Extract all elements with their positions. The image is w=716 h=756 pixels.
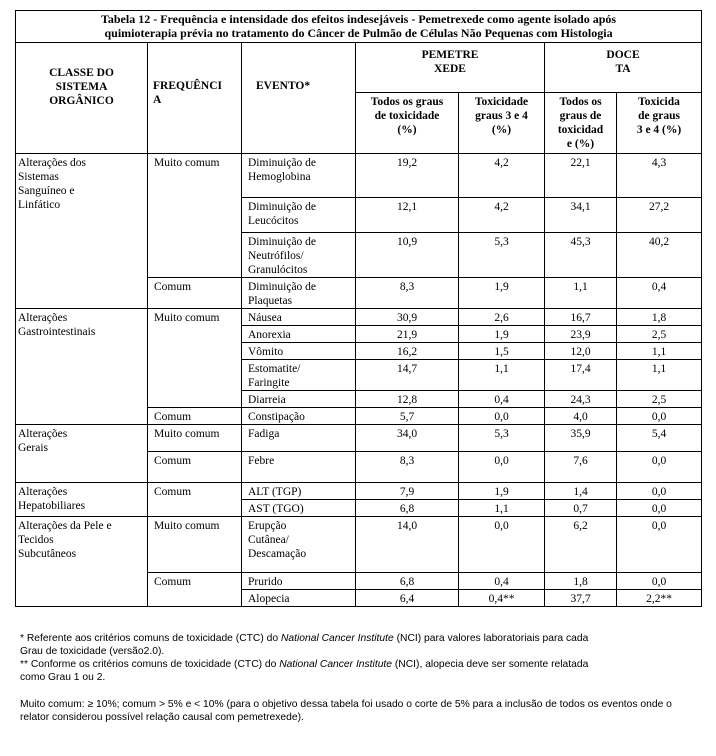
header-pem-all-grades bbox=[356, 93, 459, 154]
table-row bbox=[16, 517, 702, 573]
cell-evento-line: Granulócitos bbox=[248, 264, 308, 276]
cell-evento-line: Fadiga bbox=[248, 428, 280, 440]
cell-classe bbox=[16, 154, 148, 309]
cell-doc-g34: 1,8 bbox=[617, 309, 702, 326]
cell-evento-line: Faringite bbox=[248, 377, 290, 389]
cell-doc-g34: 4,3 bbox=[617, 154, 702, 198]
header-frequencia-line: FREQUÊNCI bbox=[153, 80, 223, 92]
header-doc-all-grades bbox=[545, 93, 617, 154]
header-sub-line: e (%) bbox=[566, 138, 595, 150]
cell-classe bbox=[16, 483, 148, 517]
table-caption bbox=[16, 11, 702, 43]
cell-pem-g34: 1,1 bbox=[459, 500, 545, 517]
cell-doc-g34: 0,0 bbox=[617, 500, 702, 517]
cell-evento-line: Erupção bbox=[248, 520, 287, 532]
cell-pem-all: 6,8 bbox=[356, 573, 459, 590]
header-pemetrexede bbox=[356, 43, 545, 93]
cell-evento bbox=[242, 517, 356, 573]
cell-evento-line: Náusea bbox=[248, 312, 282, 324]
cell-evento-line: Descamação bbox=[248, 548, 307, 560]
header-frequencia-line: A bbox=[153, 94, 162, 106]
table-row bbox=[16, 309, 702, 326]
cell-doc-g34: 5,4 bbox=[617, 425, 702, 452]
cell-doc-all: 35,9 bbox=[545, 425, 617, 452]
cell-doc-g34: 1,1 bbox=[617, 360, 702, 391]
cell-pem-g34: 1,1 bbox=[459, 360, 545, 391]
cell-frequencia: Muito comum bbox=[148, 309, 242, 408]
adverse-effects-table bbox=[15, 10, 702, 607]
cell-doc-g34: 2,5 bbox=[617, 391, 702, 408]
header-sub-line: Toxicida bbox=[638, 96, 680, 108]
cell-pem-all: 19,2 bbox=[356, 154, 459, 198]
cell-doc-all: 45,3 bbox=[545, 233, 617, 278]
header-sub-line: de toxicidade bbox=[374, 110, 440, 122]
header-row-1 bbox=[16, 43, 702, 93]
cell-evento bbox=[242, 590, 356, 607]
cell-classe-line: Alterações bbox=[18, 312, 68, 324]
footnote-frequency-definition: Muito comum: ≥ 10%; comum > 5% e < 10% (para o objetivo dessa tabela foi usado o corte de 5% para a inclusão de todos os eventos onde o relator considerou possível relação causal com pemetrexede). bbox=[20, 699, 672, 723]
cell-classe-line: Alterações dos bbox=[18, 157, 87, 169]
cell-doc-all: 34,1 bbox=[545, 198, 617, 233]
cell-evento bbox=[242, 483, 356, 500]
cell-doc-g34: 0,4 bbox=[617, 278, 702, 309]
cell-doc-all: 37,7 bbox=[545, 590, 617, 607]
cell-evento-line: Hemoglobina bbox=[248, 171, 311, 183]
cell-evento-line: Plaquetas bbox=[248, 295, 293, 307]
header-classe-line: SISTEMA bbox=[55, 81, 108, 93]
cell-pem-all: 21,9 bbox=[356, 326, 459, 343]
header-sub-line: Todos os graus bbox=[370, 96, 444, 108]
cell-classe-line: Hepatobiliares bbox=[18, 500, 86, 512]
cell-evento-line: Diminuição de bbox=[248, 201, 317, 213]
footnote-text: Grau de toxicidade (versão2.0). bbox=[20, 646, 165, 657]
cell-pem-all: 16,2 bbox=[356, 343, 459, 360]
cell-pem-g34: 4,2 bbox=[459, 154, 545, 198]
cell-doc-g34: 2,5 bbox=[617, 326, 702, 343]
header-sub-line: (%) bbox=[397, 124, 417, 136]
cell-classe-line: Sanguíneo e bbox=[18, 185, 75, 197]
cell-doc-g34: 0,0 bbox=[617, 452, 702, 483]
header-frequencia bbox=[148, 43, 242, 154]
cell-doc-all: 24,3 bbox=[545, 391, 617, 408]
header-drug-line: DOCE bbox=[606, 49, 640, 61]
cell-evento-line: Neutrófilos/ bbox=[248, 250, 304, 262]
cell-classe-line: Gastrointestinais bbox=[18, 326, 96, 338]
cell-doc-all: 23,9 bbox=[545, 326, 617, 343]
footnote-text: como Grau 1 ou 2. bbox=[20, 672, 106, 683]
cell-evento-line: Prurido bbox=[248, 576, 283, 588]
cell-evento-line: Cutânea/ bbox=[248, 534, 289, 546]
footnote-text: ** Conforme os critérios comuns de toxicidade (CTC) do bbox=[20, 659, 280, 670]
cell-frequencia: Comum bbox=[148, 573, 242, 607]
cell-pem-g34: 0,0 bbox=[459, 408, 545, 425]
header-docetaxel bbox=[545, 43, 702, 93]
cell-evento-line: ALT (TGP) bbox=[248, 486, 302, 498]
cell-evento bbox=[242, 309, 356, 326]
cell-classe-line: Tecidos bbox=[18, 534, 54, 546]
cell-pem-all: 14,7 bbox=[356, 360, 459, 391]
header-pem-grade-3-4 bbox=[459, 93, 545, 154]
cell-evento bbox=[242, 343, 356, 360]
header-classe-line: CLASSE DO bbox=[49, 67, 114, 79]
cell-pem-g34: 1,9 bbox=[459, 278, 545, 309]
cell-doc-g34: 27,2 bbox=[617, 198, 702, 233]
cell-pem-all: 34,0 bbox=[356, 425, 459, 452]
cell-pem-g34: 0,4 bbox=[459, 573, 545, 590]
header-classe-line: ORGÂNICO bbox=[49, 95, 114, 107]
cell-doc-all: 4,0 bbox=[545, 408, 617, 425]
cell-doc-g34: 0,0 bbox=[617, 483, 702, 500]
cell-evento-line: Leucócitos bbox=[248, 215, 299, 227]
cell-pem-g34: 0,4** bbox=[459, 590, 545, 607]
cell-evento-line: Estomatite/ bbox=[248, 363, 301, 375]
cell-doc-g34: 2,2** bbox=[617, 590, 702, 607]
cell-evento-line: Anorexia bbox=[248, 329, 291, 341]
cell-classe-line: Subcutâneos bbox=[18, 548, 77, 560]
header-classe bbox=[16, 43, 148, 154]
cell-doc-g34: 0,0 bbox=[617, 408, 702, 425]
cell-frequencia: Comum bbox=[148, 452, 242, 483]
cell-classe bbox=[16, 517, 148, 607]
cell-pem-all: 14,0 bbox=[356, 517, 459, 573]
table-row bbox=[16, 425, 702, 452]
header-drug-line: PEMETRE bbox=[421, 49, 479, 61]
footnote-italic: National Cancer Institute bbox=[280, 633, 394, 644]
cell-frequencia: Muito comum bbox=[148, 154, 242, 278]
cell-evento bbox=[242, 154, 356, 198]
cell-evento bbox=[242, 278, 356, 309]
cell-evento bbox=[242, 198, 356, 233]
cell-frequencia: Muito comum bbox=[148, 425, 242, 452]
cell-pem-all: 7,9 bbox=[356, 483, 459, 500]
cell-frequencia: Comum bbox=[148, 408, 242, 425]
cell-doc-all: 22,1 bbox=[545, 154, 617, 198]
cell-frequencia: Comum bbox=[148, 483, 242, 517]
footnote-1 bbox=[20, 632, 700, 684]
cell-pem-g34: 1,9 bbox=[459, 326, 545, 343]
cell-pem-g34: 0,4 bbox=[459, 391, 545, 408]
cell-pem-all: 10,9 bbox=[356, 233, 459, 278]
cell-evento bbox=[242, 408, 356, 425]
cell-doc-all: 12,0 bbox=[545, 343, 617, 360]
cell-evento-line: Alopecia bbox=[248, 593, 290, 605]
caption-line-2: quimioterapia prévia no tratamento do Câncer de Pulmão de Células Não Pequenas com Histologia bbox=[104, 26, 613, 40]
cell-classe-line: Gerais bbox=[18, 442, 49, 454]
cell-classe-line: Alterações bbox=[18, 486, 68, 498]
cell-doc-all: 17,4 bbox=[545, 360, 617, 391]
header-sub-line: graus 3 e 4 bbox=[475, 110, 528, 122]
header-drug-line: XEDE bbox=[434, 63, 466, 75]
cell-evento-line: Febre bbox=[248, 455, 275, 467]
cell-doc-all: 1,8 bbox=[545, 573, 617, 590]
cell-classe bbox=[16, 309, 148, 425]
cell-pem-all: 6,4 bbox=[356, 590, 459, 607]
header-sub-line: graus de bbox=[559, 110, 602, 122]
cell-doc-all: 1,1 bbox=[545, 278, 617, 309]
cell-pem-all: 12,1 bbox=[356, 198, 459, 233]
cell-doc-all: 1,4 bbox=[545, 483, 617, 500]
header-drug-line: TA bbox=[615, 63, 631, 75]
cell-evento-line: Diminuição de bbox=[248, 236, 317, 248]
cell-pem-g34: 1,5 bbox=[459, 343, 545, 360]
table-caption-row bbox=[16, 11, 702, 43]
cell-evento bbox=[242, 425, 356, 452]
header-sub-line: 3 e 4 (%) bbox=[636, 124, 682, 136]
cell-doc-all: 7,6 bbox=[545, 452, 617, 483]
cell-evento bbox=[242, 391, 356, 408]
cell-pem-all: 6,8 bbox=[356, 500, 459, 517]
footnote-text: (NCI), alopecia deve ser somente relatada bbox=[392, 659, 589, 670]
cell-classe-line: Sistemas bbox=[18, 171, 59, 183]
cell-evento bbox=[242, 500, 356, 517]
cell-pem-all: 8,3 bbox=[356, 278, 459, 309]
cell-doc-g34: 0,0 bbox=[617, 517, 702, 573]
cell-pem-g34: 1,9 bbox=[459, 483, 545, 500]
cell-pem-g34: 0,0 bbox=[459, 517, 545, 573]
header-sub-line: toxicidad bbox=[557, 124, 604, 136]
cell-classe-line: Alterações bbox=[18, 428, 68, 440]
cell-evento-line: AST (TGO) bbox=[248, 503, 304, 515]
cell-classe-line: Alterações da Pele e bbox=[18, 520, 112, 532]
cell-doc-g34: 40,2 bbox=[617, 233, 702, 278]
cell-evento bbox=[242, 326, 356, 343]
cell-classe bbox=[16, 425, 148, 483]
table-row bbox=[16, 154, 702, 198]
cell-doc-all: 16,7 bbox=[545, 309, 617, 326]
cell-evento-line: Vômito bbox=[248, 346, 284, 358]
cell-frequencia: Comum bbox=[148, 278, 242, 309]
table-row bbox=[16, 483, 702, 500]
header-sub-line: (%) bbox=[491, 124, 512, 136]
header-sub-line: Todos os bbox=[559, 96, 602, 108]
cell-pem-g34: 2,6 bbox=[459, 309, 545, 326]
cell-doc-all: 0,7 bbox=[545, 500, 617, 517]
caption-line-1: Tabela 12 - Frequência e intensidade dos efeitos indesejáveis - Pemetrexede como agente isolado após bbox=[100, 12, 617, 26]
cell-doc-all: 6,2 bbox=[545, 517, 617, 573]
cell-doc-g34: 0,0 bbox=[617, 573, 702, 590]
header-sub-line: de graus bbox=[638, 110, 680, 122]
cell-pem-all: 30,9 bbox=[356, 309, 459, 326]
header-evento: EVENTO* bbox=[242, 43, 356, 154]
cell-evento bbox=[242, 360, 356, 391]
cell-evento-line: Diminuição de bbox=[248, 157, 317, 169]
cell-pem-all: 5,7 bbox=[356, 408, 459, 425]
cell-pem-g34: 0,0 bbox=[459, 452, 545, 483]
cell-pem-g34: 5,3 bbox=[459, 233, 545, 278]
cell-pem-all: 12,8 bbox=[356, 391, 459, 408]
cell-evento bbox=[242, 452, 356, 483]
cell-evento-line: Diminuição de bbox=[248, 281, 317, 293]
cell-classe-line: Linfático bbox=[18, 199, 61, 211]
cell-pem-all: 8,3 bbox=[356, 452, 459, 483]
cell-evento bbox=[242, 573, 356, 590]
cell-evento bbox=[242, 233, 356, 278]
footnote-text: (NCI) para valores laboratoriais para cada bbox=[393, 633, 589, 644]
cell-pem-g34: 4,2 bbox=[459, 198, 545, 233]
header-doc-grade-3-4 bbox=[617, 93, 702, 154]
footnote-italic: National Cancer Institute bbox=[279, 659, 393, 670]
header-sub-line: Toxicidade bbox=[474, 96, 529, 108]
cell-doc-g34: 1,1 bbox=[617, 343, 702, 360]
cell-frequencia: Muito comum bbox=[148, 517, 242, 573]
footnote-text: * Referente aos critérios comuns de toxicidade (CTC) do bbox=[20, 633, 281, 644]
cell-evento-line: Constipação bbox=[248, 411, 305, 423]
cell-evento-line: Diarreia bbox=[248, 394, 286, 406]
cell-pem-g34: 5,3 bbox=[459, 425, 545, 452]
